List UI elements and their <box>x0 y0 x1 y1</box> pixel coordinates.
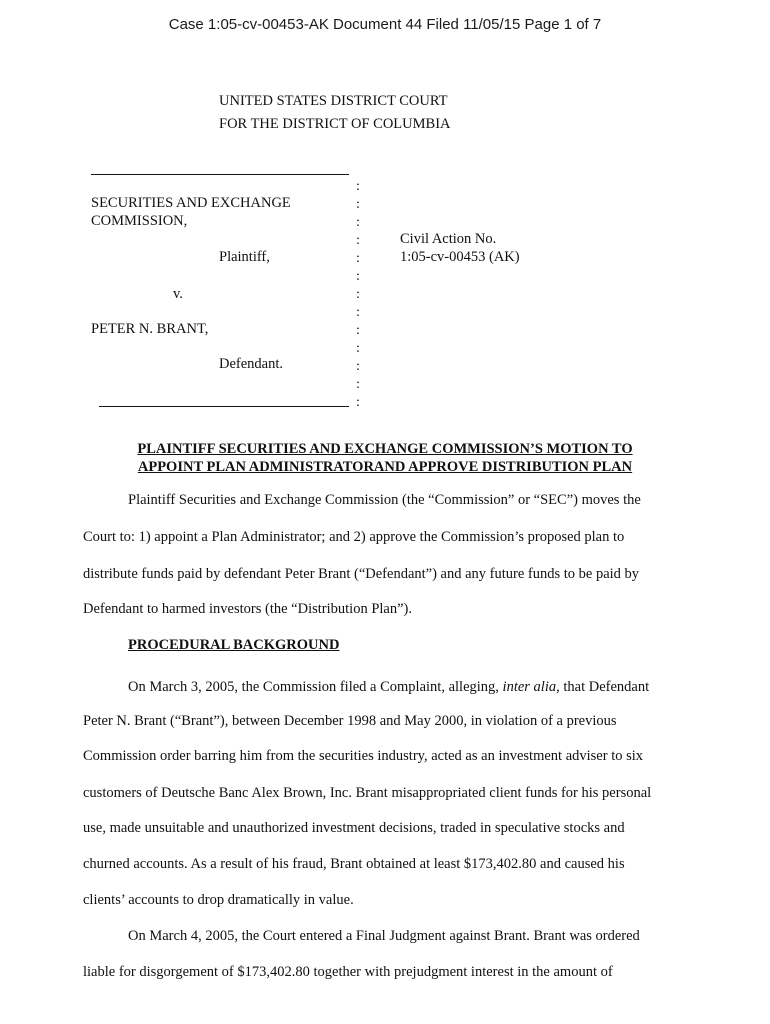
caption-separator: : <box>356 359 360 374</box>
background-paragraph-line: customers of Deutsche Banc Alex Brown, Inc. Brant misappropriated client funds for his personal <box>83 785 652 801</box>
plaintiff-name-line2: COMMISSION, <box>91 213 188 229</box>
caption-separator: : <box>356 323 360 338</box>
intro-paragraph-line: Plaintiff Securities and Exchange Commission (the “Commission” or “SEC”) moves the <box>128 492 641 508</box>
civil-action-label: Civil Action No. <box>400 231 497 247</box>
intro-paragraph-line: Court to: 1) appoint a Plan Administrator; and 2) approve the Commission’s proposed plan to <box>83 529 625 545</box>
background-paragraph-line: churned accounts. As a result of his fraud, Brant obtained at least $173,402.80 and caused his <box>83 856 625 872</box>
background-paragraph-line: Peter N. Brant (“Brant”), between December 1998 and May 2000, in violation of a previous <box>83 713 617 729</box>
plaintiff-name-line1: SECURITIES AND EXCHANGE <box>91 195 291 211</box>
court-name-line2: FOR THE DISTRICT OF COLUMBIA <box>219 116 451 132</box>
section-heading-procedural-background: PROCEDURAL BACKGROUND <box>128 637 340 653</box>
plaintiff-role: Plaintiff, <box>219 249 270 265</box>
background-paragraph-line: liable for disgorgement of $173,402.80 together with prejudgment interest in the amount of <box>83 964 613 980</box>
background-paragraph-line <box>128 679 649 696</box>
caption-separator: : <box>356 233 360 248</box>
case-header-stamp: Case 1:05-cv-00453-AK Document 44 Filed 11/05/15 Page 1 of 7 <box>168 16 602 33</box>
caption-separator: : <box>356 251 360 266</box>
caption-separator: : <box>356 269 360 284</box>
defendant-name: PETER N. BRANT, <box>91 321 209 337</box>
motion-title-line2: APPOINT PLAN ADMINISTRATORAND APPROVE DISTRIBUTION PLAN <box>137 459 633 475</box>
caption-bottom-rule <box>99 406 349 407</box>
caption-separator: : <box>356 377 360 392</box>
background-paragraph-line: On March 4, 2005, the Court entered a Final Judgment against Brant. Brant was ordered <box>128 928 640 944</box>
intro-paragraph-line: distribute funds paid by defendant Peter Brant (“Defendant”) and any future funds to be paid by <box>83 566 640 582</box>
caption-separator: : <box>356 287 360 302</box>
caption-separator: : <box>356 341 360 356</box>
caption-separator: : <box>356 215 360 230</box>
defendant-role: Defendant. <box>219 356 284 372</box>
intro-paragraph-line: Defendant to harmed investors (the “Distribution Plan”). <box>83 601 412 617</box>
paragraph-text: , that Defendant <box>556 679 650 695</box>
caption-separator: : <box>356 305 360 320</box>
court-name-line1: UNITED STATES DISTRICT COURT <box>219 93 448 109</box>
caption-separator: : <box>356 197 360 212</box>
background-paragraph-line: use, made unsuitable and unauthorized investment decisions, traded in speculative stocks and <box>83 820 625 836</box>
caption-top-rule <box>91 174 349 175</box>
background-paragraph-line: clients’ accounts to drop dramatically in value. <box>83 892 354 908</box>
caption-separator: : <box>356 395 360 410</box>
motion-title-line1: PLAINTIFF SECURITIES AND EXCHANGE COMMISSION’S MOTION TO <box>137 441 633 457</box>
caption-separator: : <box>356 179 360 194</box>
background-paragraph-line: Commission order barring him from the securities industry, acted as an investment adviser to six <box>83 748 644 764</box>
italic-phrase: inter alia <box>502 679 557 695</box>
civil-action-number: 1:05-cv-00453 (AK) <box>400 249 520 265</box>
paragraph-text: On March 3, 2005, the Commission filed a Complaint, alleging, <box>128 679 503 695</box>
versus-label: v. <box>173 286 183 302</box>
